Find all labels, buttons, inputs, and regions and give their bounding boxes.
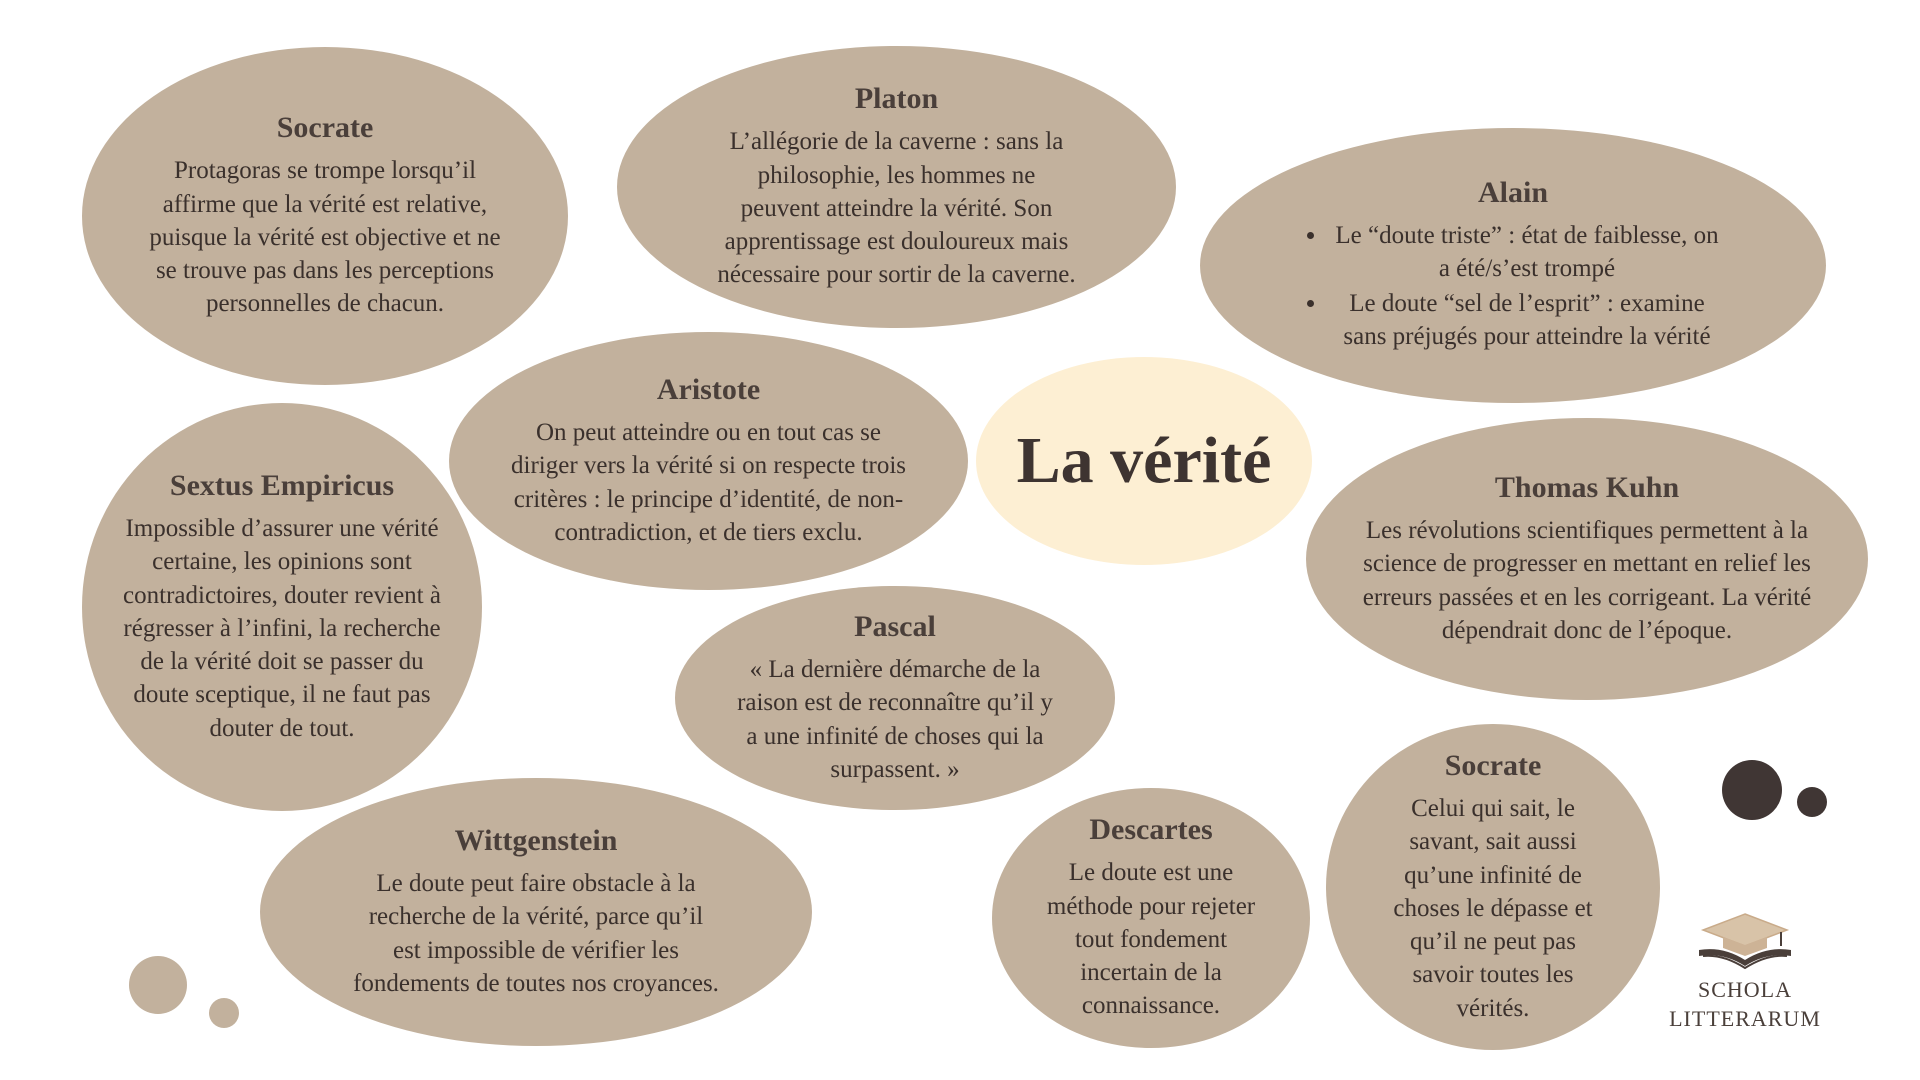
bubble-text: Protagoras se trompe lorsqu’il affirme que la vérité est relative, puisque la vérité est objective et ne se trouve pas dans les perceptions personnelles de chacun.: [149, 157, 501, 318]
logo-line-2: LITTERARUM: [1669, 1005, 1821, 1031]
bubble-text: Celui qui sait, le savant, sait aussi qu’une infinité de choses le dépasse et qu’il ne peut pas savoir toutes les vérités.: [1393, 795, 1593, 1022]
bubble-socrate-bottom: [1326, 724, 1660, 1050]
bubble-text: Le doute peut faire obstacle à la recherche de la vérité, parce qu’il est impossible de vérifier les fondements de toutes nos croyances.: [353, 870, 719, 997]
center-title: La vérité: [1016, 424, 1272, 497]
bubble-title: Wittgenstein: [454, 824, 618, 857]
bubble-text: L’allégorie de la caverne : sans la philosophie, les hommes ne peuvent atteindre la vérité. Son apprentissage est douloureux mais nécessaire pour sortir de la caverne.: [717, 128, 1076, 289]
list-item: • Le “doute triste” : état de faiblesse, on a été/s’est trompé: [1328, 219, 1726, 286]
schola-litterarum-logo: [1660, 910, 1830, 1033]
bubble-platon: [617, 46, 1176, 328]
bubble-text: « La dernière démarche de la raison est de reconnaître qu’il y a une infinité de choses qui la surpassent. »: [737, 656, 1053, 783]
bubble-pascal: [675, 586, 1115, 810]
center-topic: [976, 357, 1312, 565]
bubble-socrate-top: [82, 47, 568, 385]
book-cap-icon: [1693, 910, 1797, 972]
bubble-title: Socrate: [276, 111, 374, 145]
bubble-title: Pascal: [854, 610, 936, 643]
bubble-text: Le doute est une méthode pour rejeter tout fondement incertain de la connaissance.: [1046, 859, 1256, 1020]
bubble-title: Sextus Empiricus: [169, 469, 395, 503]
decorative-dot-small-light: [209, 998, 239, 1028]
decorative-dot-large-light: [129, 956, 187, 1014]
bubble-title: Descartes: [1089, 813, 1213, 847]
bubble-title: Platon: [854, 82, 939, 116]
bubble-sextus-empiricus: [82, 403, 482, 811]
bubble-title: Alain: [1477, 175, 1549, 209]
bubble-aristote: [449, 332, 968, 590]
bubble-text: Les révolutions scientifiques permettent à la science de progresser en mettant en relief les erreurs passées et en les corrigeant. La vérité dépendrait donc de l’époque.: [1362, 517, 1812, 644]
bubble-thomas-kuhn: [1306, 418, 1868, 700]
bubble-list: [1300, 219, 1726, 356]
bubble-title: Thomas Kuhn: [1494, 471, 1680, 504]
logo-line-1: SCHOLA: [1697, 977, 1792, 1002]
bubble-title: Socrate: [1444, 749, 1542, 783]
bubble-descartes: [992, 788, 1310, 1048]
bubble-wittgenstein: [260, 778, 812, 1046]
decorative-dot-small-dark: [1797, 787, 1827, 817]
bubble-text: On peut atteindre ou en tout cas se diriger vers la vérité si on respecte trois critères : le principe d’identité, de non-contradiction, et de tiers exclu.: [511, 419, 906, 546]
list-item: • Le doute “sel de l’esprit” : examine sans préjugés pour atteindre la vérité: [1328, 287, 1726, 354]
bubble-text: Impossible d’assurer une vérité certaine, les opinions sont contradictoires, douter revient à régresser à l’infini, la recherche de la vérité doit se passer du doute sceptique, il ne faut pas douter de tout.: [123, 515, 441, 742]
bubble-title: Aristote: [656, 373, 761, 406]
decorative-dot-large-dark: [1722, 760, 1782, 820]
bubble-alain: [1200, 128, 1826, 403]
